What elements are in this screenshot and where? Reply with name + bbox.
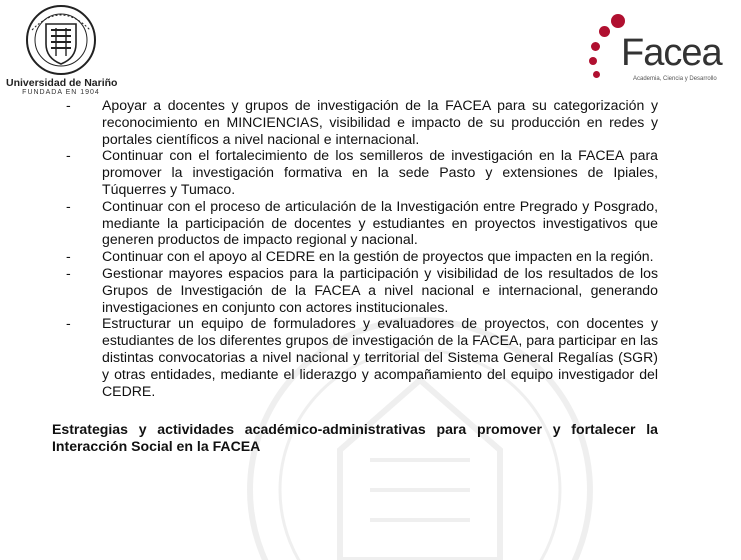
logo-dot bbox=[599, 26, 610, 37]
facea-logo bbox=[585, 12, 735, 92]
bullet-dash: - bbox=[66, 264, 71, 281]
logo-dot bbox=[589, 57, 597, 65]
list-item-text: Continuar con el apoyo al CEDRE en la gestión de proyectos que impacten en la región. bbox=[102, 248, 654, 265]
facea-tagline: Academia, Ciencia y Desarrollo bbox=[633, 76, 717, 82]
bullet-dash: - bbox=[66, 315, 71, 332]
logo-dot bbox=[611, 14, 625, 28]
university-shield-icon bbox=[20, 4, 102, 76]
logo-dot bbox=[593, 71, 600, 78]
list-item bbox=[52, 248, 658, 265]
list-item-text: Estructurar un equipo de formuladores y evaluadores de proyectos, con docentes y estudiantes de los diferentes grupos de investigación de la FACEA, para participar en las distintas convocatorias a nivel nacional y territorial del Sistema General Regalías (SGR) y otras entidades, mediante el liderazgo y acompañamiento del equipo investigador del CEDRE. bbox=[102, 315, 658, 399]
list-item-text: Apoyar a docentes y grupos de investigación de la FACEA para su categorización y reconocimiento en MINCIENCIAS, visibilidad e impacto de su producción en redes y portales científicos a nivel nacional e internacional. bbox=[102, 97, 658, 147]
facea-wordmark: Facea bbox=[621, 32, 722, 74]
section-heading: Estrategias y actividades académico-administrativas para promover y fortalecer la Interacción Social en la FACEA bbox=[52, 421, 658, 455]
list-item-text: Gestionar mayores espacios para la participación y visibilidad de los resultados de los Grupos de Investigación de la FACEA a nivel nacional e internacional, generando investigaciones en conjunto con actores institucionales. bbox=[102, 264, 658, 315]
list-item bbox=[52, 315, 658, 399]
list-item bbox=[52, 97, 658, 147]
strategy-list bbox=[52, 97, 658, 399]
list-item bbox=[52, 198, 658, 248]
university-name: Universidad de Nariño bbox=[6, 77, 118, 89]
bullet-dash: - bbox=[66, 147, 71, 164]
document-body bbox=[52, 97, 658, 455]
list-item-text: Continuar con el proceso de articulación de la Investigación entre Pregrado y Posgrado, mediante la participación de docentes y estudiantes en proyectos investigativos que generen productos de impacto regional y nacional. bbox=[102, 197, 658, 248]
universidad-logo bbox=[6, 4, 116, 96]
bullet-dash: - bbox=[66, 197, 71, 214]
bullet-dash: - bbox=[66, 248, 71, 265]
university-founded: FUNDADA EN 1904 bbox=[22, 89, 100, 96]
bullet-dash: - bbox=[66, 97, 71, 113]
list-item-text: Continuar con el fortalecimiento de los semilleros de investigación en la FACEA para promover la investigación formativa en la sede Pasto y extensiones de Ipiales, Túquerres y Tumaco. bbox=[102, 147, 658, 197]
logo-dot bbox=[591, 42, 600, 51]
list-item bbox=[52, 265, 658, 315]
list-item bbox=[52, 147, 658, 197]
